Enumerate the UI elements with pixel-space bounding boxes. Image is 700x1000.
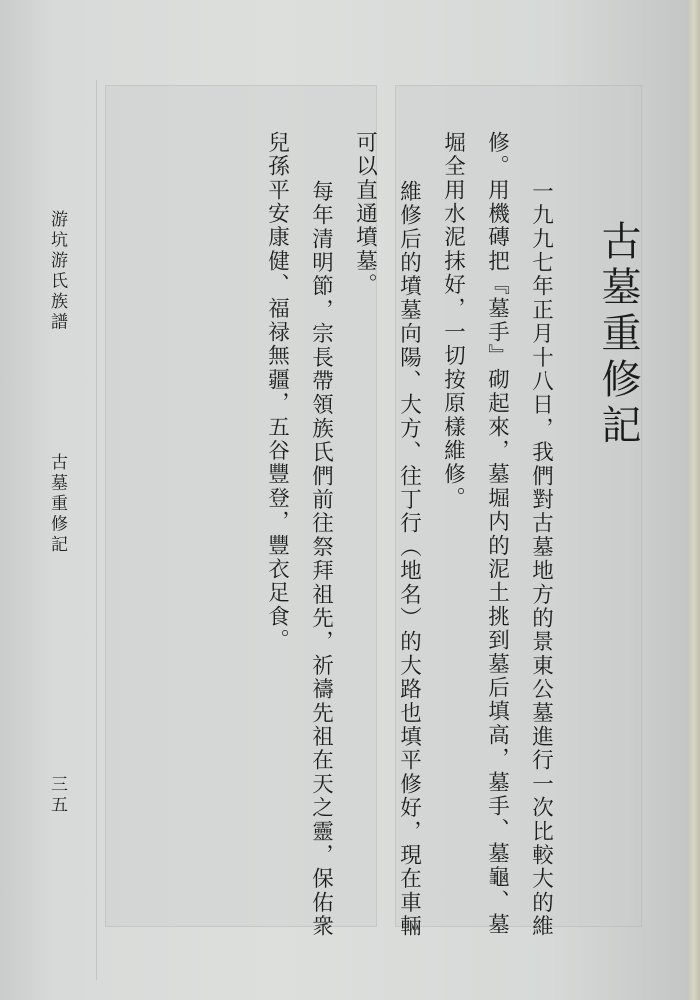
body-column-5: 可以直通墳墓。 [352,131,378,297]
body-column-1: 一九九七年正月十八日，我們對古墓地方的景東公墓進行一次比較大的維 [528,180,554,939]
body-column-6: 每年清明節，宗長帶領族氏們前往祭拜祖先，祈禱先祖在天之靈，保佑衆 [308,180,334,939]
body-column-7: 兒孫平安康健、福禄無疆，五谷豐登，豐衣足食。 [264,131,290,653]
bleed-through-block [105,85,377,927]
page-title: 古墓重修記 [595,220,641,450]
book-spine-edge [688,0,700,1000]
body-column-3: 堀全用水泥抹好，一切按原樣維修。 [440,131,466,511]
body-column-2: 修。用機磚把『墓手』砌起來，墓堀内的泥土挑到墓后填高，墓手、墓龜、墓 [484,131,510,937]
page-number: 三五 [47,775,67,816]
book-title: 游坑游氏族譜 [47,210,67,333]
bleed-through-block [395,85,642,927]
section-title: 古墓重修記 [47,453,67,556]
margin-divider [96,80,97,980]
body-column-4: 維修后的墳墓向陽、大方、往丁行（地名）的大路也填平修好，現在車輛 [396,180,422,939]
